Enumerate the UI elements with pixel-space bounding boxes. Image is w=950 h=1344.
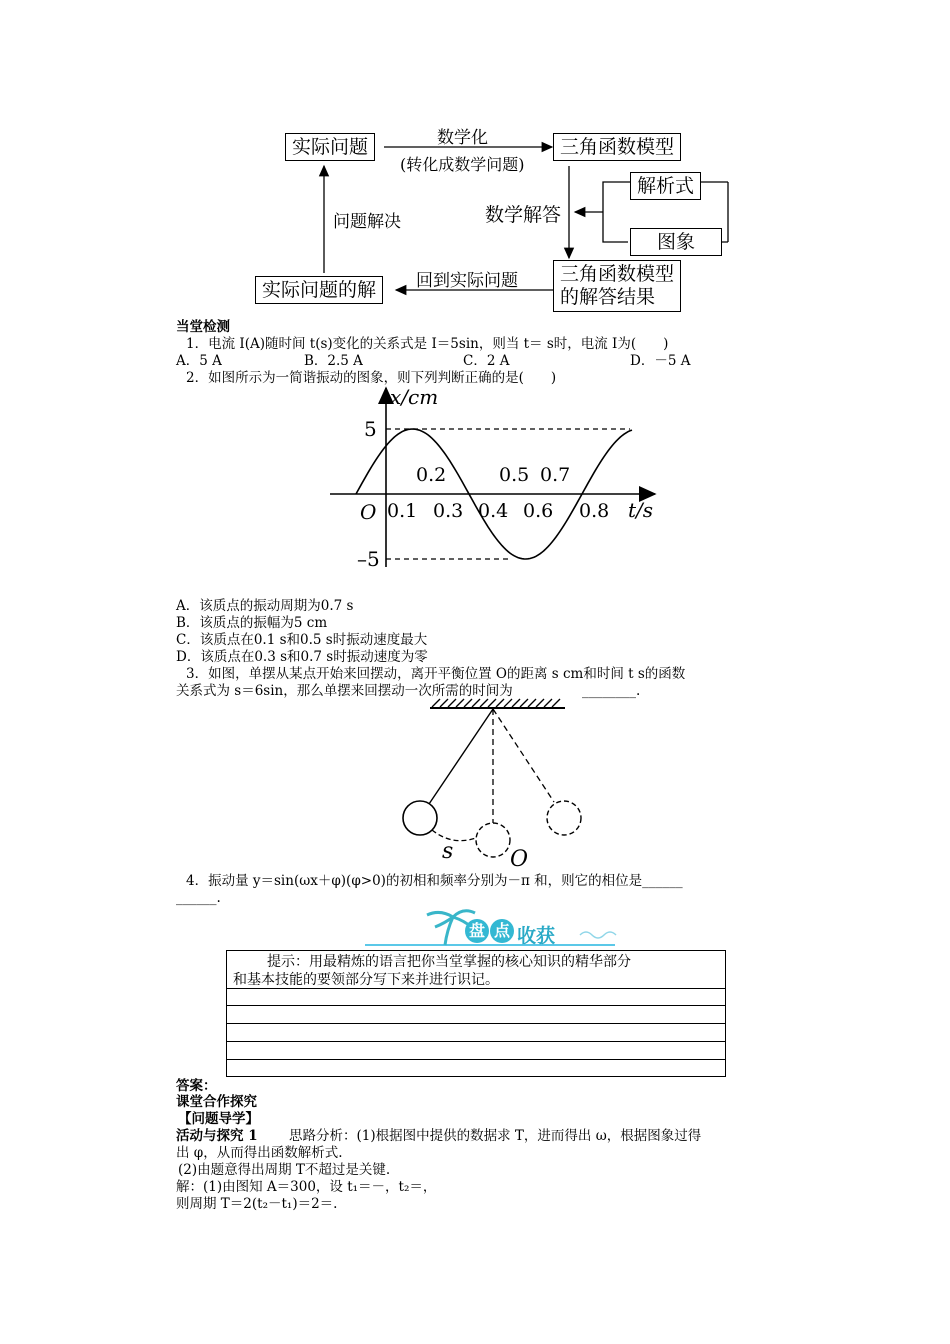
pendulum-figure [390, 698, 590, 870]
right-string [493, 709, 554, 802]
y-tick-minus5: –5 [357, 547, 380, 571]
q2-option-d: D．该质点在0.3 s和0.7 s时振动速度为零 [176, 649, 428, 665]
math-solve-label: 数学解答 [485, 204, 562, 226]
right-bob [547, 801, 581, 835]
answers-subsection: 【问题导学】 [178, 1111, 259, 1127]
table-row-divider [226, 1059, 726, 1060]
sine-wave-graph [320, 382, 670, 592]
banner-char-2: 点 [490, 919, 514, 943]
q1-option-b: B．2.5 A [304, 353, 363, 369]
x-tick-0.3: 0.3 [433, 500, 464, 522]
model-result-box [553, 260, 681, 312]
x-axis-label: t/s [628, 498, 654, 522]
q2-option-b: B．该质点的振幅为5 cm [176, 615, 328, 631]
graph-box: 图象 [630, 228, 722, 256]
origin-label: O [360, 500, 377, 524]
pendulum-string [429, 709, 493, 804]
table-row-divider [226, 988, 726, 989]
answers-heading: 答案： [176, 1078, 217, 1094]
answer-line-5: 则周期 T＝2(t₂－t₁)＝2＝. [176, 1196, 338, 1212]
x-tick-0.6: 0.6 [523, 500, 554, 522]
ceiling-hatching [432, 699, 560, 707]
table-row-divider [226, 1005, 726, 1006]
answer-line-2: 出 φ，从而得出函数解析式. [176, 1145, 343, 1161]
hint-line-1: 提示：用最精炼的语言把你当堂掌握的核心知识的精华部分 [267, 954, 631, 970]
q1-option-d: D．－5 A [630, 353, 691, 369]
q2-option-a: A．该质点的振动周期为0.7 s [176, 598, 354, 614]
question-4-line2: ______. [176, 890, 221, 906]
question-1: 1．电流 I(A)随时间 t(s)变化的关系式是 I＝5sin，则当 t＝ s时，电流 I为( ) [186, 336, 669, 352]
analytic-expr-box: 解析式 [630, 172, 701, 200]
problem-solving-label: 问题解决 [333, 212, 401, 232]
x-tick-0.7: 0.7 [540, 464, 571, 486]
question-3-line1: 3．如图，单摆从某点开始来回摆动，离开平衡位置 O的距离 s cm和时间 t s的函数 [186, 666, 686, 682]
activity-text: 思路分析：(1)根据图中提供的数据求 T，进而得出 ω，根据图象过得 [289, 1128, 702, 1144]
y-axis-label: x/cm [390, 385, 439, 409]
question-4-line1: 4．振动量 y＝sin(ωx＋φ)(φ>0)的初相和频率分别为－π 和，则它的相位是______ [186, 873, 683, 889]
test-heading: 当堂检测 [176, 319, 230, 335]
q1-option-a: A．5 A [176, 353, 222, 369]
pendulum-s-label: s [442, 839, 454, 864]
table-row-divider [226, 1041, 726, 1042]
q2-option-c: C．该质点在0.1 s和0.5 s时振动速度最大 [176, 632, 428, 648]
summary-banner [365, 905, 625, 947]
banner-char-1: 盘 [465, 919, 489, 943]
practical-problem-box: 实际问题 [285, 133, 375, 161]
answer-line-4: 解：(1)由图知 A＝300，设 t₁＝－，t₂＝， [176, 1179, 437, 1195]
banner-rest: 收获 [517, 925, 556, 947]
x-tick-0.4: 0.4 [478, 500, 509, 522]
answer-line-3: (2)由题意得出周期 T不超过是关键. [178, 1162, 391, 1178]
y-tick-5: 5 [364, 417, 377, 441]
practical-solution-box: 实际问题的解 [255, 276, 383, 304]
q3-blank: ________. [582, 683, 641, 699]
question-2: 2．如图所示为一简谐振动的图象，则下列判断正确的是( ) [186, 370, 557, 386]
table-row-divider [226, 1023, 726, 1024]
q1-option-c: C．2 A [463, 353, 510, 369]
model-result-line1: 三角函数模型 [560, 263, 675, 285]
equilibrium-bob [476, 823, 510, 857]
x-tick-0.1: 0.1 [387, 500, 418, 522]
activity-label: 活动与探究 1 [176, 1128, 258, 1144]
trig-model-box: 三角函数模型 [553, 133, 681, 161]
pendulum-bob [403, 801, 437, 835]
summary-table [226, 950, 726, 1077]
pendulum-o-label: O [510, 847, 529, 870]
question-3-line2: 关系式为 s＝6sin，那么单摆来回摆动一次所需的时间为 [176, 683, 513, 699]
x-tick-0.8: 0.8 [579, 500, 610, 522]
answers-section: 课堂合作探究 [176, 1094, 257, 1110]
x-tick-0.5: 0.5 [499, 464, 530, 486]
return-to-problem-label: 回到实际问题 [416, 271, 518, 291]
x-tick-0.2: 0.2 [416, 464, 447, 486]
swing-arc [432, 830, 476, 841]
mathematize-label: 数学化 [437, 128, 488, 148]
hint-line-2: 和基本技能的要领部分写下来并进行识记。 [233, 972, 499, 988]
model-result-line2: 的解答结果 [560, 286, 656, 308]
mathematize-note: (转化成数学问题) [400, 155, 525, 174]
